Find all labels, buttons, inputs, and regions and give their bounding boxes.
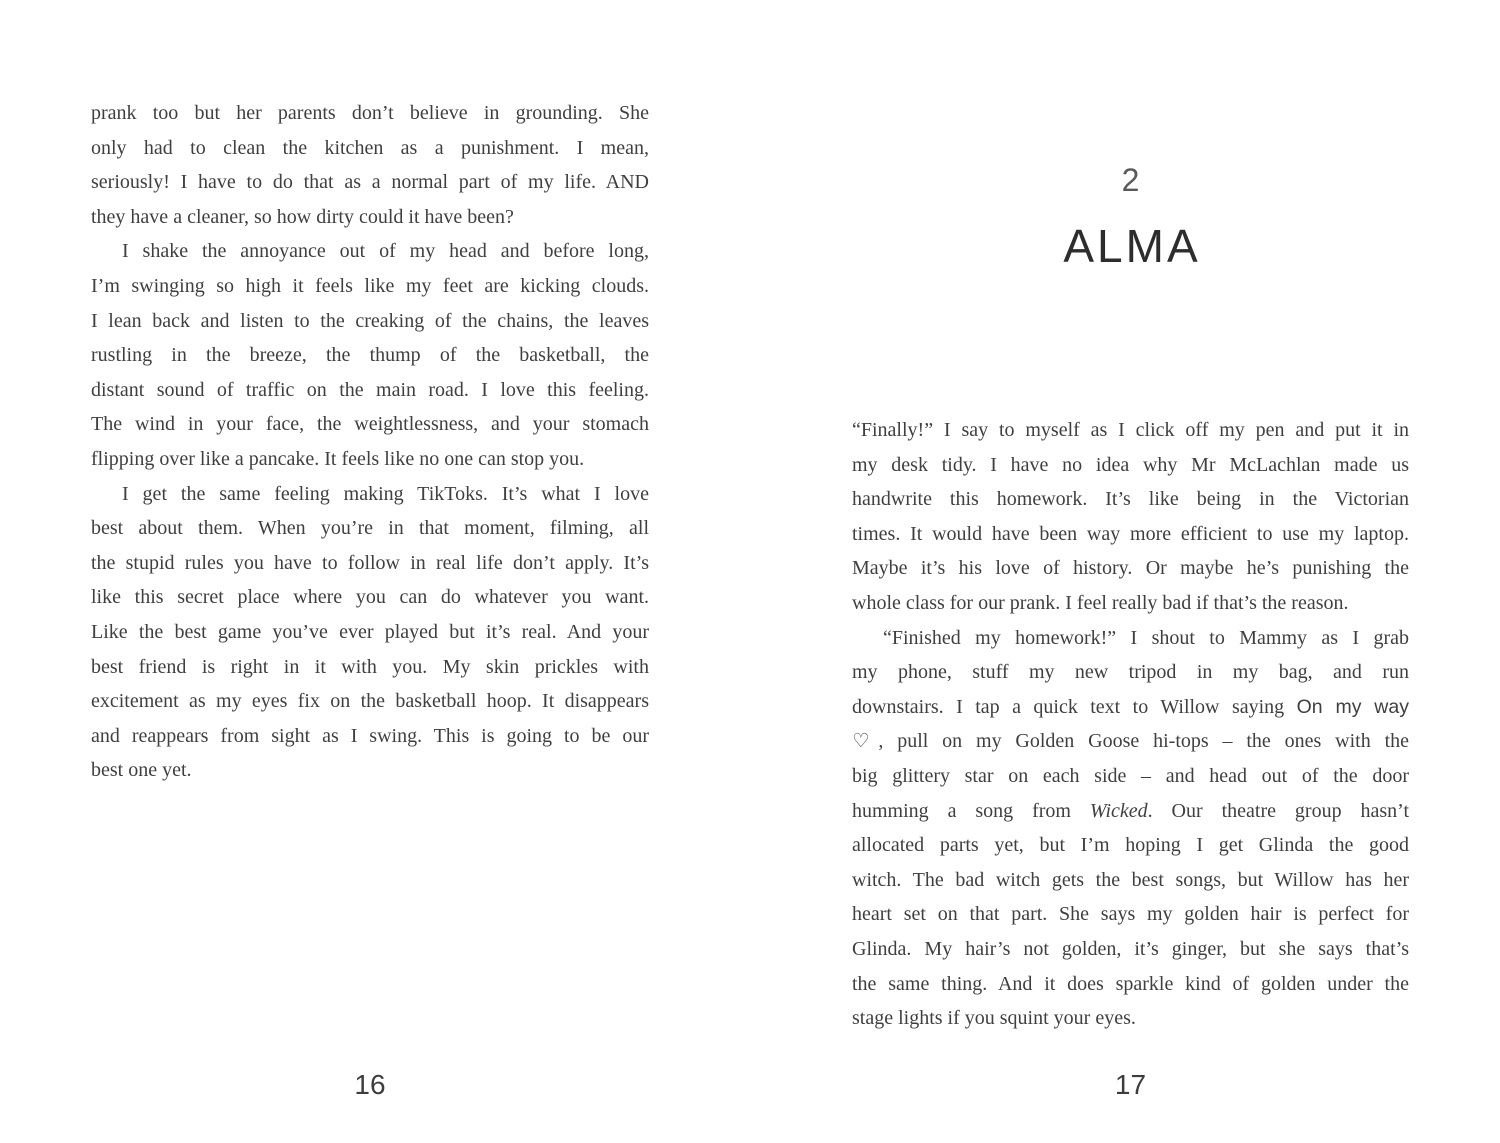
text-segment: my phone, stuff my new tripod in my bag, and run xyxy=(852,661,1409,684)
text-line xyxy=(91,477,649,512)
text-line xyxy=(852,655,1409,690)
text-line xyxy=(852,724,1409,759)
text-line xyxy=(852,967,1409,1002)
text-line xyxy=(91,234,649,269)
text-line xyxy=(91,650,649,685)
text-segment: rustling in the breeze, the thump of the basketball, the xyxy=(91,344,649,367)
text-segment: downstairs. I tap a quick text to Willow saying xyxy=(852,695,1297,718)
text-line xyxy=(91,96,649,131)
text-line xyxy=(852,794,1409,829)
page-number-left: 16 xyxy=(354,1069,386,1100)
text-segment: . Our theatre group hasn’t xyxy=(1147,799,1409,822)
text-segment: excitement as my eyes fix on the basketball hoop. It disappears xyxy=(91,690,649,713)
text-segment: and reappears from sight as I swing. This is going to be our xyxy=(91,724,649,747)
text-segment: I get the same feeling making TikToks. It’s what I love xyxy=(122,482,649,505)
text-segment: prank too but her parents don’t believe in grounding. She xyxy=(91,102,649,124)
text-segment: handwrite this homework. It’s like being in the Victorian xyxy=(852,488,1409,511)
heart-icon: ♡ xyxy=(852,730,879,753)
text-segment: allocated parts yet, but I’m hoping I get Glinda the good xyxy=(852,834,1409,857)
text-segment: distant sound of traffic on the main road. I love this feeling. xyxy=(91,378,649,401)
text-segment: my desk tidy. I have no idea why Mr McLachlan made us xyxy=(852,453,1409,476)
text-line xyxy=(852,690,1409,725)
text-segment: I’m swinging so high it feels like my feet are kicking clouds. xyxy=(91,274,649,297)
text-line xyxy=(91,269,649,304)
text-line xyxy=(852,551,1409,586)
text-line xyxy=(91,511,649,546)
text-line xyxy=(852,517,1409,552)
text-line xyxy=(852,586,1409,621)
text-line xyxy=(91,165,649,200)
text-line xyxy=(91,200,649,235)
text-segment: heart set on that part. She says my golden hair is perfect for xyxy=(852,903,1409,926)
text-line xyxy=(91,684,649,719)
text-line xyxy=(852,1001,1409,1036)
text-segment: flipping over like a pancake. It feels like no one can stop you. xyxy=(91,447,585,470)
text-line xyxy=(91,580,649,615)
text-segment: witch. The bad witch gets the best songs, but Willow has her xyxy=(852,868,1409,891)
text-segment: “Finished my homework!” I shout to Mammy as I grab xyxy=(883,626,1409,649)
page-right-body-text xyxy=(852,413,1409,1036)
text-segment: I shake the annoyance out of my head and before long, xyxy=(122,240,649,263)
page-number-right: 17 xyxy=(1114,1069,1147,1100)
text-line xyxy=(91,615,649,650)
text-line xyxy=(91,442,649,477)
chapter-number: 2 xyxy=(1121,162,1140,198)
text-segment: The wind in your face, the weightlessness, and your stomach xyxy=(91,413,649,436)
text-line xyxy=(852,448,1409,483)
text-line xyxy=(91,546,649,581)
text-segment: I lean back and listen to the creaking of the chains, the leaves xyxy=(91,309,649,332)
text-line xyxy=(91,719,649,754)
text-segment: like this secret place where you can do whatever you want. xyxy=(91,586,649,609)
text-segment: only had to clean the kitchen as a punishment. I mean, xyxy=(91,136,649,159)
text-line xyxy=(852,759,1409,794)
page-left-body-text xyxy=(91,96,649,788)
text-segment: best one yet. xyxy=(91,759,192,782)
text-segment: times. It would have been way more efficient to use my laptop. xyxy=(852,522,1409,545)
book-title-wicked: Wicked xyxy=(1089,799,1148,822)
message-text: On my way xyxy=(1296,695,1409,718)
text-segment: stage lights if you squint your eyes. xyxy=(852,1007,1136,1030)
text-line xyxy=(852,621,1409,656)
text-segment: Glinda. My hair’s not golden, it’s ginger, but she says that’s xyxy=(852,937,1409,960)
text-line xyxy=(852,482,1409,517)
text-line xyxy=(852,932,1409,967)
text-line xyxy=(91,304,649,339)
text-segment: whole class for our prank. I feel really bad if that’s the reason. xyxy=(852,591,1349,614)
text-segment: humming a song from xyxy=(852,799,1090,822)
text-segment: Maybe it’s his love of history. Or maybe he’s punishing the xyxy=(852,557,1409,580)
text-segment: , pull on my Golden Goose hi-tops – the ones with the xyxy=(878,730,1410,753)
text-segment: the same thing. And it does sparkle kind of golden under the xyxy=(852,972,1409,995)
text-segment: “Finally!” I say to myself as I click off my pen and put it in xyxy=(852,419,1409,441)
text-segment: the stupid rules you have to follow in real life don’t apply. It’s xyxy=(91,551,649,574)
text-line xyxy=(852,413,1409,448)
text-line xyxy=(91,338,649,373)
text-line xyxy=(852,828,1409,863)
text-line xyxy=(852,897,1409,932)
text-segment: seriously! I have to do that as a normal part of my life. AND xyxy=(91,171,649,194)
text-line xyxy=(852,863,1409,898)
text-line xyxy=(91,407,649,442)
text-line xyxy=(91,753,649,788)
text-segment: Like the best game you’ve ever played but it’s real. And your xyxy=(91,620,649,643)
text-segment: big glittery star on each side – and head out of the door xyxy=(852,764,1409,787)
text-segment: best about them. When you’re in that moment, filming, all xyxy=(91,517,649,540)
text-segment: they have a cleaner, so how dirty could it have been? xyxy=(91,205,514,228)
chapter-title: ALMA xyxy=(1063,220,1201,272)
text-line xyxy=(91,131,649,166)
text-segment: best friend is right in it with you. My skin prickles with xyxy=(91,655,649,678)
text-line xyxy=(91,373,649,408)
